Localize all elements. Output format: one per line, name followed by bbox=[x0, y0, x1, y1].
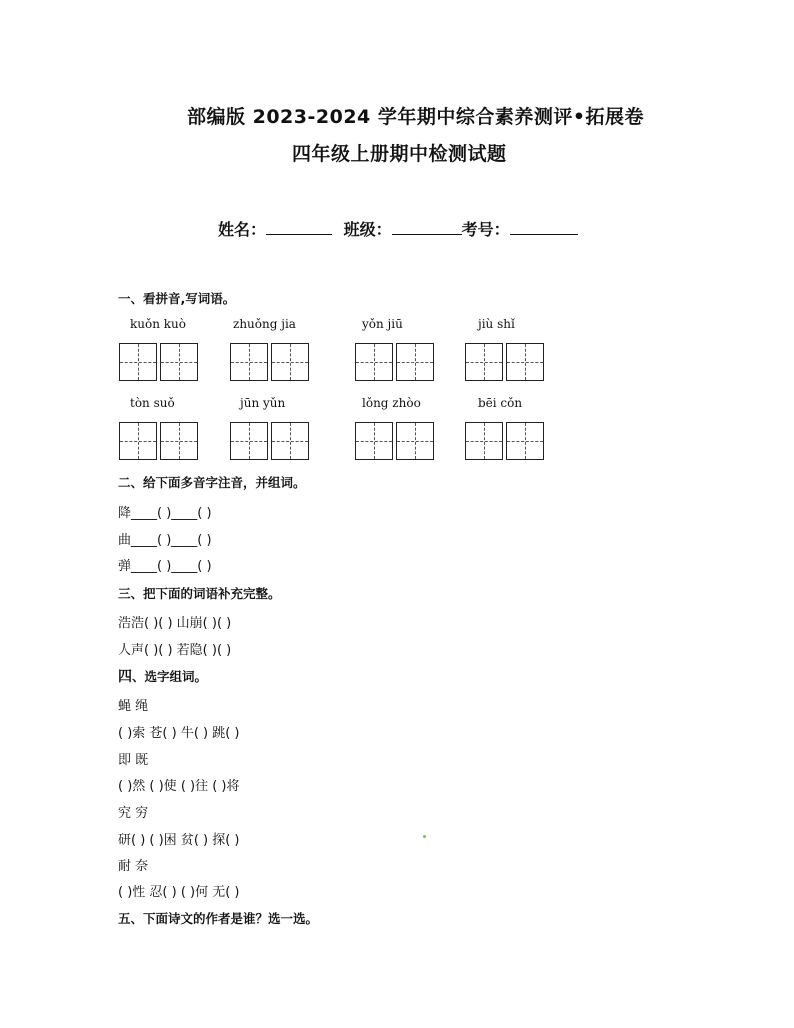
section-4-number: 四 bbox=[118, 669, 132, 685]
grid-cell[interactable] bbox=[271, 422, 309, 460]
class-blank[interactable] bbox=[392, 218, 462, 235]
polyphone-line: 降____( )____( ) bbox=[118, 506, 212, 521]
grid-cell[interactable] bbox=[230, 422, 268, 460]
writing-grid[interactable] bbox=[355, 343, 434, 381]
grid-cell[interactable] bbox=[506, 343, 544, 381]
char-pair: 即 既 bbox=[118, 753, 149, 768]
stray-dot bbox=[423, 835, 426, 838]
grid-cell[interactable] bbox=[465, 422, 503, 460]
section-5-heading: 五、下面诗文的作者是谁？选一选。 bbox=[118, 911, 319, 926]
pinyin-label: jiù shǐ bbox=[478, 317, 515, 331]
exam-no-blank[interactable] bbox=[510, 218, 578, 235]
pinyin-label: bēi cǒn bbox=[478, 396, 523, 410]
section-3-heading: 三、把下面的词语补充完整。 bbox=[118, 586, 281, 601]
writing-grid[interactable] bbox=[230, 343, 309, 381]
section-4-heading bbox=[118, 666, 207, 686]
char-pair: 蝇 绳 bbox=[118, 699, 149, 714]
pinyin-label: jūn yǔn bbox=[240, 396, 286, 410]
exam-no-label: 考号： bbox=[461, 220, 510, 239]
name-blank[interactable] bbox=[266, 218, 332, 235]
writing-grid[interactable] bbox=[465, 343, 544, 381]
grid-cell[interactable] bbox=[119, 422, 157, 460]
word-line: ( )然 ( )使 ( )往 ( )将 bbox=[118, 779, 240, 794]
class-label: 班级： bbox=[343, 220, 392, 239]
polyphone-line: 弹____( )____( ) bbox=[118, 559, 212, 574]
grid-cell[interactable] bbox=[230, 343, 268, 381]
char-pair: 耐 奈 bbox=[118, 859, 149, 874]
polyphone-line: 曲____( )____( ) bbox=[118, 533, 212, 548]
word-line: 研( ) ( )困 贫( ) 探( ) bbox=[118, 833, 240, 848]
pinyin-label: zhuǒng jia bbox=[233, 317, 296, 331]
writing-grid[interactable] bbox=[230, 422, 309, 460]
grid-cell[interactable] bbox=[506, 422, 544, 460]
idiom-line: 浩浩( )( ) 山崩( )( ) bbox=[118, 616, 232, 631]
title-line-2: 四年级上册期中检测试题 bbox=[292, 143, 507, 165]
grid-cell[interactable] bbox=[160, 422, 198, 460]
grid-cell[interactable] bbox=[160, 343, 198, 381]
char-pair: 究 穷 bbox=[118, 806, 149, 821]
grid-cell[interactable] bbox=[119, 343, 157, 381]
pinyin-label: yǒn jiū bbox=[362, 317, 403, 331]
grid-cell[interactable] bbox=[355, 422, 393, 460]
word-line: ( )索 苍( ) 牛( ) 跳( ) bbox=[118, 726, 240, 741]
grid-cell[interactable] bbox=[271, 343, 309, 381]
idiom-line: 人声( )( ) 若隐( )( ) bbox=[118, 643, 232, 658]
writing-grid[interactable] bbox=[119, 422, 198, 460]
writing-grid[interactable] bbox=[355, 422, 434, 460]
pinyin-label: tòn suǒ bbox=[130, 396, 175, 410]
pinyin-label: lǒng zhòo bbox=[362, 396, 421, 410]
section-4-title: 、选字组词。 bbox=[132, 669, 208, 684]
pinyin-label: kuǒn kuò bbox=[130, 317, 186, 331]
writing-grid[interactable] bbox=[119, 343, 198, 381]
section-2-heading: 二、给下面多音字注音，并组词。 bbox=[118, 475, 306, 490]
grid-cell[interactable] bbox=[396, 343, 434, 381]
grid-cell[interactable] bbox=[355, 343, 393, 381]
grid-cell[interactable] bbox=[396, 422, 434, 460]
section-1-heading: 一、看拼音,写词语。 bbox=[118, 291, 236, 306]
word-line: ( )性 忍( ) ( )何 无( ) bbox=[118, 885, 240, 900]
grid-cell[interactable] bbox=[465, 343, 503, 381]
name-label: 姓名： bbox=[218, 220, 267, 239]
writing-grid[interactable] bbox=[465, 422, 544, 460]
title-line-1: 部编版 2023-2024 学年期中综合素养测评•拓展卷 bbox=[187, 106, 645, 128]
student-info-row bbox=[218, 217, 578, 240]
